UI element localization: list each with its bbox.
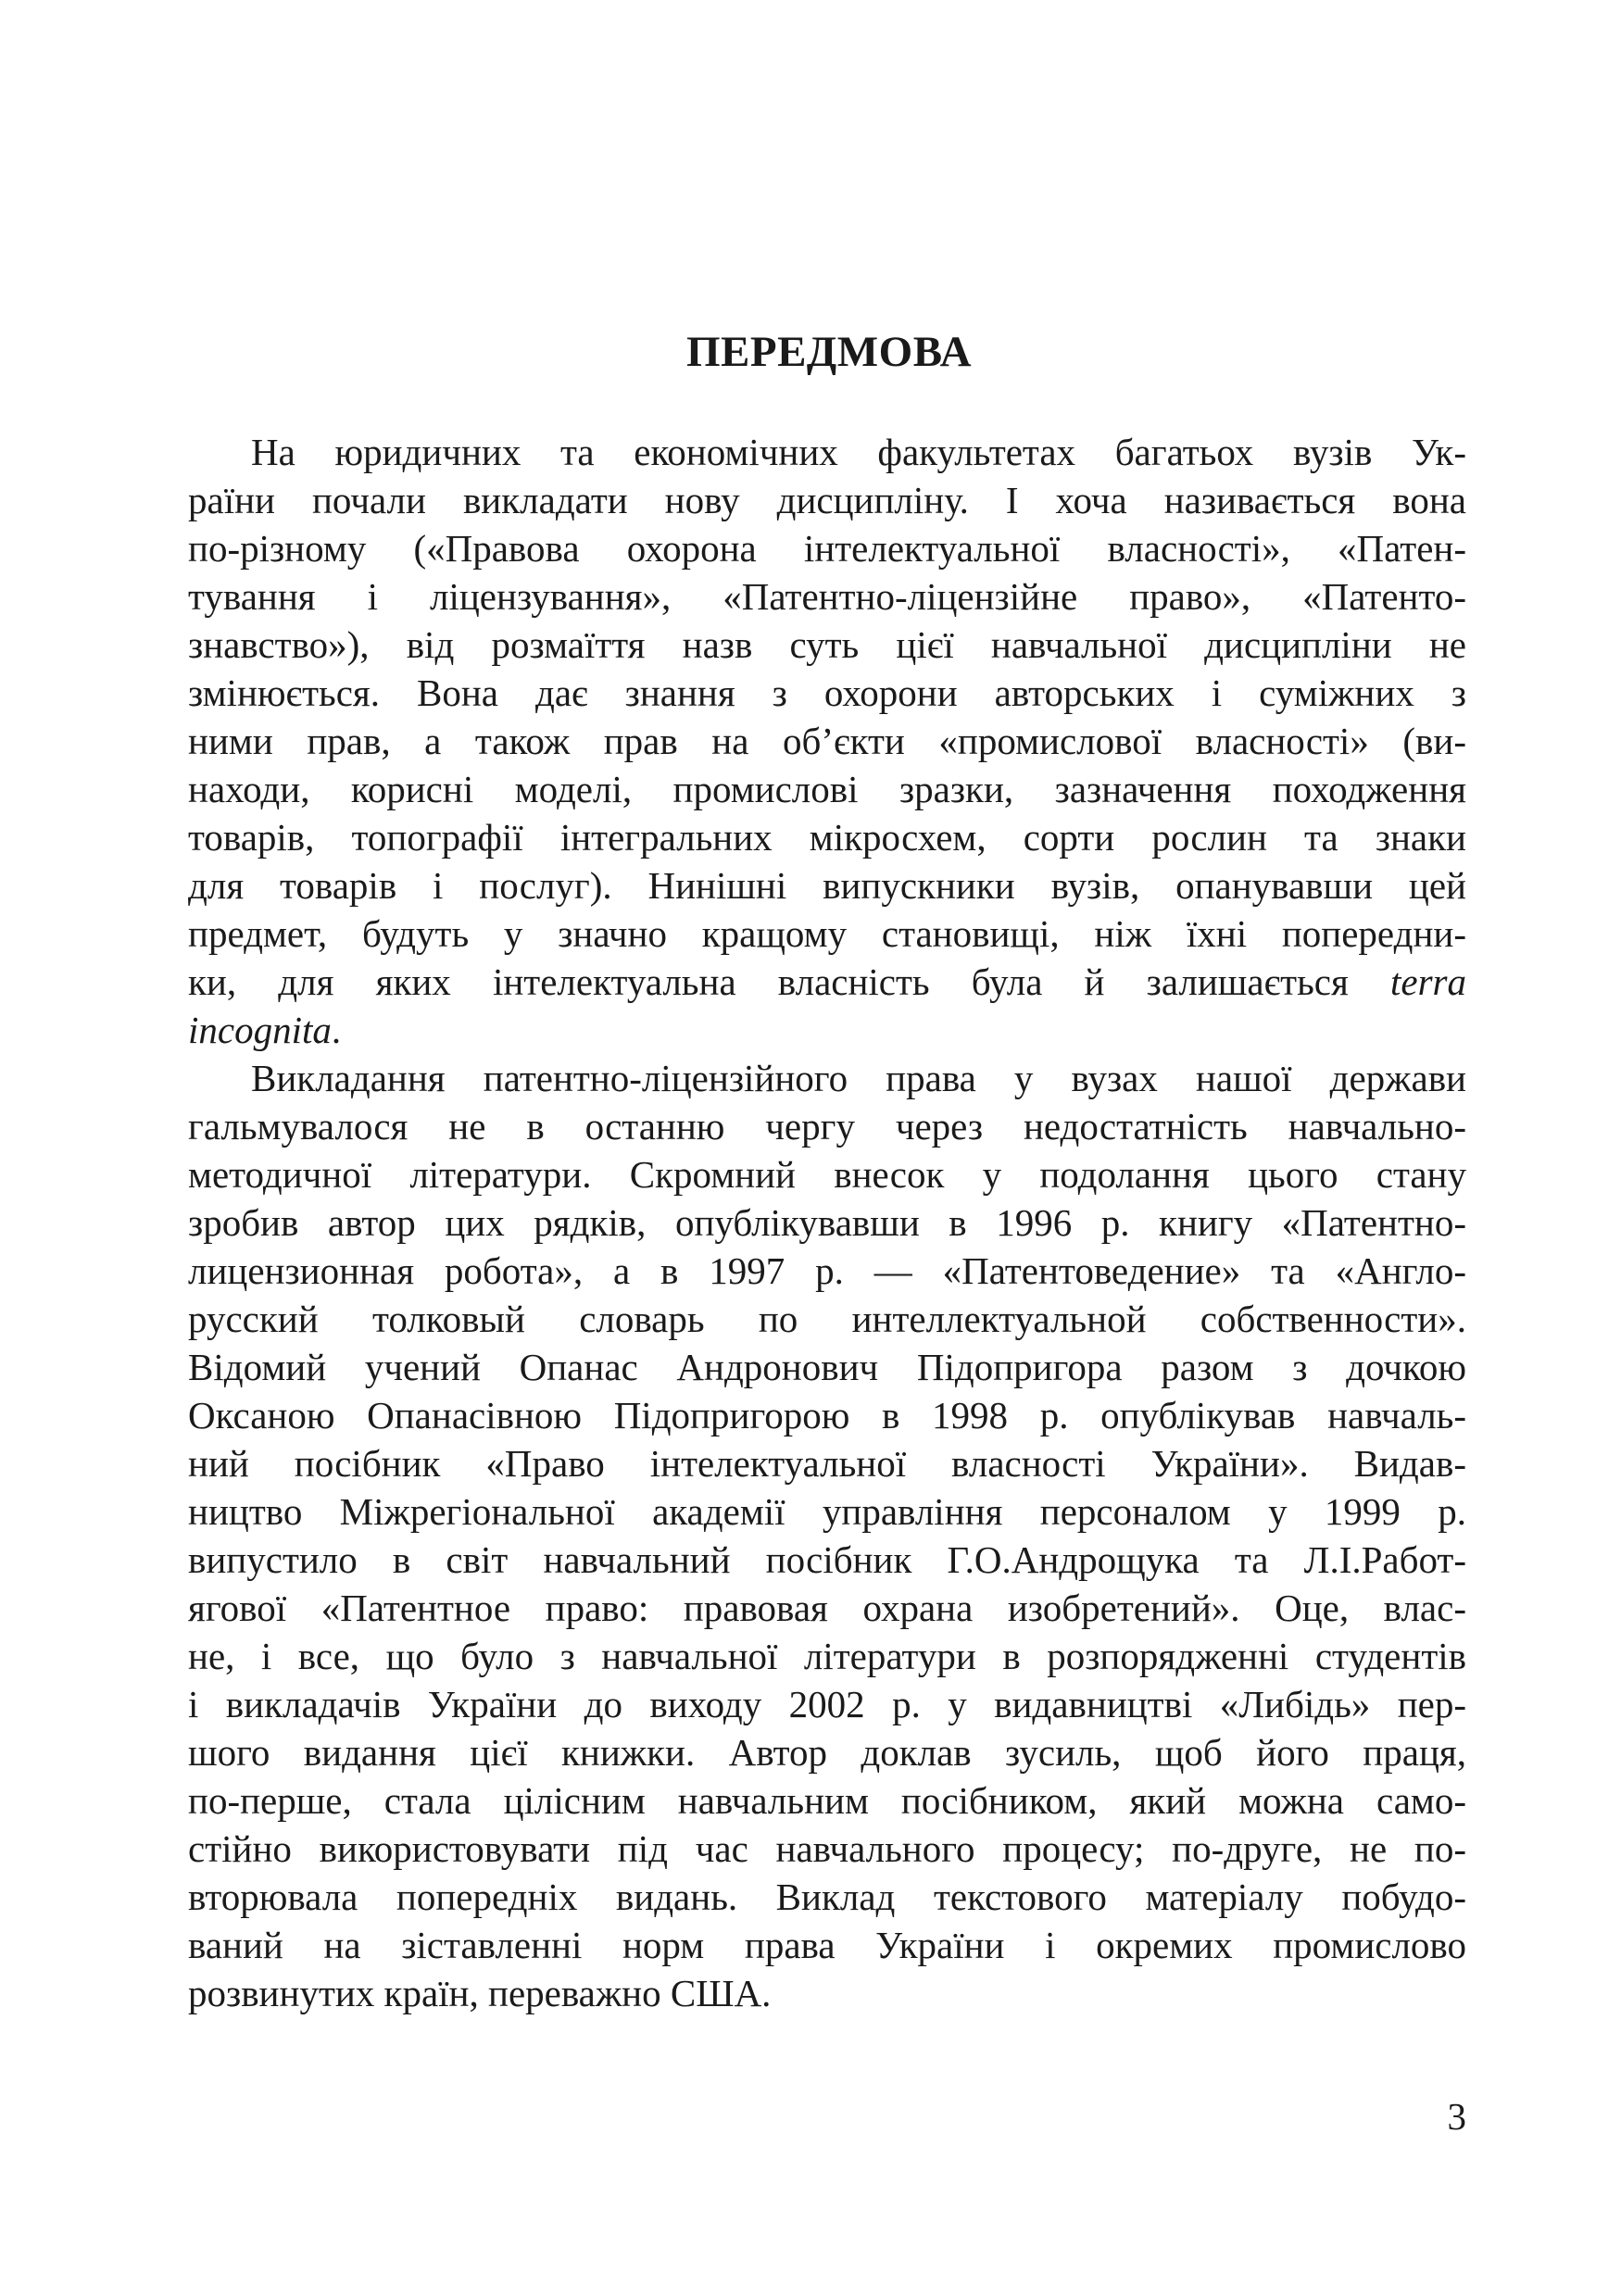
paragraph-2-line-14: і викладачів України до виходу 2002 р. у видавництві «Либідь» пер-	[188, 1683, 1466, 1725]
paragraph-1-line-12-text: ки, для яких інтелектуальна власність була й залишається	[188, 960, 1349, 1003]
paragraph-2-line-4: зробив автор цих рядків, опублікувавши в 1996 р. книгу «Патентно-	[188, 1201, 1466, 1244]
paragraph-2-line-13: не, і все, що було з навчальної літератури в розпорядженні студентів	[188, 1635, 1466, 1677]
paragraph-1-line-8: находи, корисні моделі, промислові зразки, зазначення походження	[188, 768, 1466, 810]
paragraph-2-line-10: ництво Міжрегіональної академії управління персоналом у 1999 р.	[188, 1490, 1466, 1533]
paragraph-1-line-7: ними прав, а також прав на об’єкти «промислової власності» (ви-	[188, 720, 1466, 762]
page-number: 3	[1447, 2095, 1466, 2138]
paragraph-1-line-11: предмет, будуть у значно кращому становищі, ніж їхні попередни-	[188, 912, 1466, 955]
paragraph-2-line-5: лицензионная робота», а в 1997 р. — «Патентоведение» та «Англо-	[188, 1249, 1466, 1292]
paragraph-2-line-1: Викладання патентно-ліцензійного права у вузах нашої держави	[251, 1057, 1466, 1099]
paragraph-1-line-4: тування і ліцензування», «Патентно-ліцензійне право», «Патенто-	[188, 575, 1466, 618]
paragraph-2-line-2: гальмувалося не в останню чергу через недостатність навчально-	[188, 1105, 1466, 1148]
paragraph-2-line-11: випустило в світ навчальний посібник Г.О.Андрощука та Л.І.Работ-	[188, 1538, 1466, 1581]
paragraph-1-line-13	[188, 1007, 1466, 1053]
paragraph-2-line-9: ний посібник «Право інтелектуальної власності України». Видав-	[188, 1442, 1466, 1485]
paragraph-1-line-6: змінюється. Вона дає знання з охорони авторських і суміжних з	[188, 671, 1466, 714]
italic-line-tail: .	[331, 1009, 342, 1051]
paragraph-2-line-8: Оксаною Опанасівною Підопригорою в 1998 р. опублікував навчаль-	[188, 1394, 1466, 1437]
paragraph-1-line-1: На юридичних та економічних факультетах багатьох вузів Ук-	[251, 431, 1466, 473]
paragraph-1-line-10: для товарів і послуг). Нинішні випускники вузів, опанувавши цей	[188, 864, 1466, 907]
paragraph-1-line-12	[188, 959, 1466, 1005]
paragraph-1-line-2: раїни почали викладати нову дисципліну. І хоча називається вона	[188, 479, 1466, 521]
paragraph-2-line-6: русский толковый словарь по интеллектуальной собственности».	[188, 1298, 1466, 1340]
paragraph-2-line-3: методичної літератури. Скромний внесок у подолання цього стану	[188, 1153, 1466, 1196]
paragraph-2-line-7: Відомий учений Опанас Андронович Підопригора разом з дочкою	[188, 1346, 1466, 1388]
paragraph-2-line-15: шого видання цієї книжки. Автор доклав зусиль, щоб його праця,	[188, 1731, 1466, 1774]
paragraph-2-line-20: розвинутих країн, переважно США.	[188, 1972, 772, 2014]
italic-term-terra: terra	[1390, 960, 1467, 1003]
paragraph-2-line-12: ягової «Патентное право: правовая охрана изобретений». Оце, влас-	[188, 1587, 1466, 1629]
page-title: ПЕРЕДМОВА	[685, 328, 973, 376]
paragraph-1-line-5: знавство»), від розмаїття назв суть цієї навчальної дисципліни не	[188, 623, 1466, 666]
paragraph-2-line-17: стійно використовувати під час навчального процесу; по-друге, не по-	[188, 1827, 1466, 1870]
paragraph-1-line-3: по-різному («Правова охорона інтелектуальної власності», «Патен-	[188, 527, 1466, 570]
italic-term-incognita: incognita	[188, 1009, 332, 1051]
paragraph-1-line-9: товарів, топографії інтегральних мікросхем, сорти рослин та знаки	[188, 816, 1466, 859]
paragraph-2-line-16: по-перше, стала цілісним навчальним посібником, який можна само-	[188, 1779, 1466, 1822]
paragraph-2-line-18: вторювала попередніх видань. Виклад текстового матеріалу побудо-	[188, 1876, 1466, 1918]
paragraph-2-line-19: ваний на зіставленні норм права України і окремих промислово	[188, 1924, 1466, 1966]
